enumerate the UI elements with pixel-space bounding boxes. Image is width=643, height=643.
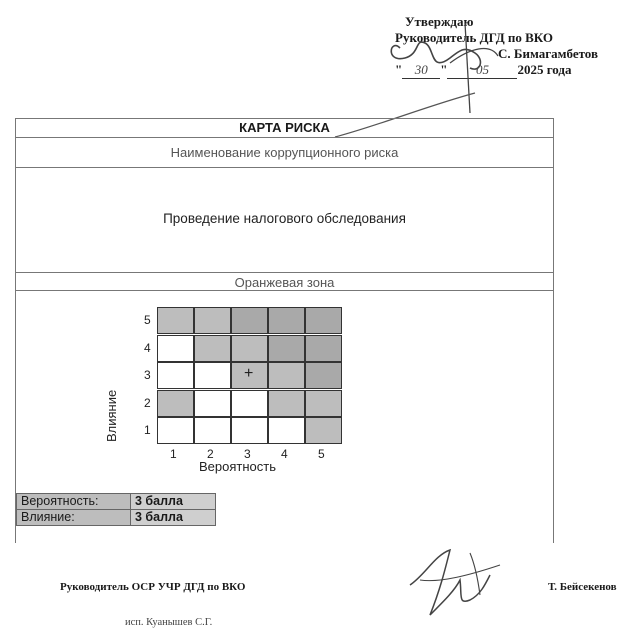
approval-signer bbox=[395, 46, 635, 62]
date-year: 2025 года bbox=[517, 62, 572, 77]
approval-date bbox=[395, 62, 635, 79]
date-quote-open: " bbox=[395, 62, 403, 77]
matrix-cell bbox=[194, 335, 231, 362]
approval-block bbox=[395, 14, 635, 79]
matrix-cell bbox=[268, 390, 305, 417]
x-tick-label: 3 bbox=[244, 446, 251, 461]
impact-label: Влияние: bbox=[17, 510, 131, 526]
y-tick-label: 2 bbox=[144, 395, 151, 410]
x-tick-label: 2 bbox=[207, 446, 214, 461]
score-table bbox=[16, 493, 216, 526]
x-axis-title: Вероятность bbox=[199, 459, 276, 474]
y-axis-title: Влияние bbox=[104, 389, 119, 442]
approval-title: Утверждаю bbox=[405, 14, 474, 29]
matrix-cell bbox=[157, 417, 194, 444]
matrix-cell bbox=[268, 335, 305, 362]
matrix-cell bbox=[157, 362, 194, 389]
executor-note: исп. Куанышев С.Г. bbox=[125, 617, 213, 628]
footer-position: Руководитель ОСР УЧР ДГД по ВКО bbox=[60, 581, 246, 593]
matrix-cell bbox=[194, 390, 231, 417]
matrix-cell bbox=[157, 390, 194, 417]
y-tick-label: 5 bbox=[144, 313, 151, 327]
risk-name: Проведение налогового обследования bbox=[163, 211, 406, 226]
x-tick-label: 1 bbox=[170, 446, 177, 461]
matrix-cell bbox=[305, 307, 342, 334]
matrix-cell bbox=[194, 362, 231, 389]
score-row-impact bbox=[17, 510, 216, 526]
score-row-probability bbox=[17, 494, 216, 510]
approval-position: Руководитель ДГД по ВКО bbox=[395, 30, 554, 45]
y-tick-label: 1 bbox=[144, 423, 151, 437]
date-month: 05 bbox=[447, 62, 517, 79]
matrix-cell bbox=[305, 390, 342, 417]
probability-value: 3 балла bbox=[131, 494, 216, 510]
matrix-cell bbox=[305, 417, 342, 444]
divider bbox=[16, 137, 553, 138]
divider bbox=[16, 272, 553, 273]
matrix-cell bbox=[268, 362, 305, 389]
divider bbox=[16, 167, 553, 168]
matrix-cell bbox=[157, 307, 194, 334]
matrix-cell bbox=[231, 307, 268, 334]
date-day: 30 bbox=[402, 62, 440, 79]
matrix-cell bbox=[231, 390, 268, 417]
impact-value: 3 балла bbox=[131, 510, 216, 526]
x-tick-label: 5 bbox=[318, 446, 325, 461]
y-tick-label: 4 bbox=[144, 340, 151, 355]
matrix-cell bbox=[194, 307, 231, 334]
matrix-cell bbox=[157, 335, 194, 362]
matrix-cell bbox=[305, 335, 342, 362]
x-tick-label: 4 bbox=[281, 446, 288, 461]
matrix-cell bbox=[305, 362, 342, 389]
y-tick-label: 3 bbox=[144, 368, 151, 382]
footer-signer: Т. Бейсекенов bbox=[548, 581, 617, 593]
approval-signer-name: С. Бимагамбетов bbox=[498, 46, 599, 61]
matrix-cell bbox=[231, 335, 268, 362]
risk-card bbox=[15, 118, 554, 543]
probability-label: Вероятность: bbox=[17, 494, 131, 510]
risk-name-label: Наименование коррупционного риска bbox=[170, 145, 399, 160]
zone-label: Оранжевая зона bbox=[234, 275, 335, 290]
matrix-cell bbox=[194, 417, 231, 444]
matrix-cell bbox=[268, 307, 305, 334]
matrix-cell bbox=[268, 417, 305, 444]
date-quote-close: " bbox=[440, 62, 448, 77]
matrix-cell bbox=[231, 417, 268, 444]
card-title: КАРТА РИСКА bbox=[239, 120, 330, 135]
divider bbox=[16, 290, 553, 291]
footer-signature-icon bbox=[400, 545, 510, 625]
risk-marker-icon: + bbox=[244, 365, 254, 382]
